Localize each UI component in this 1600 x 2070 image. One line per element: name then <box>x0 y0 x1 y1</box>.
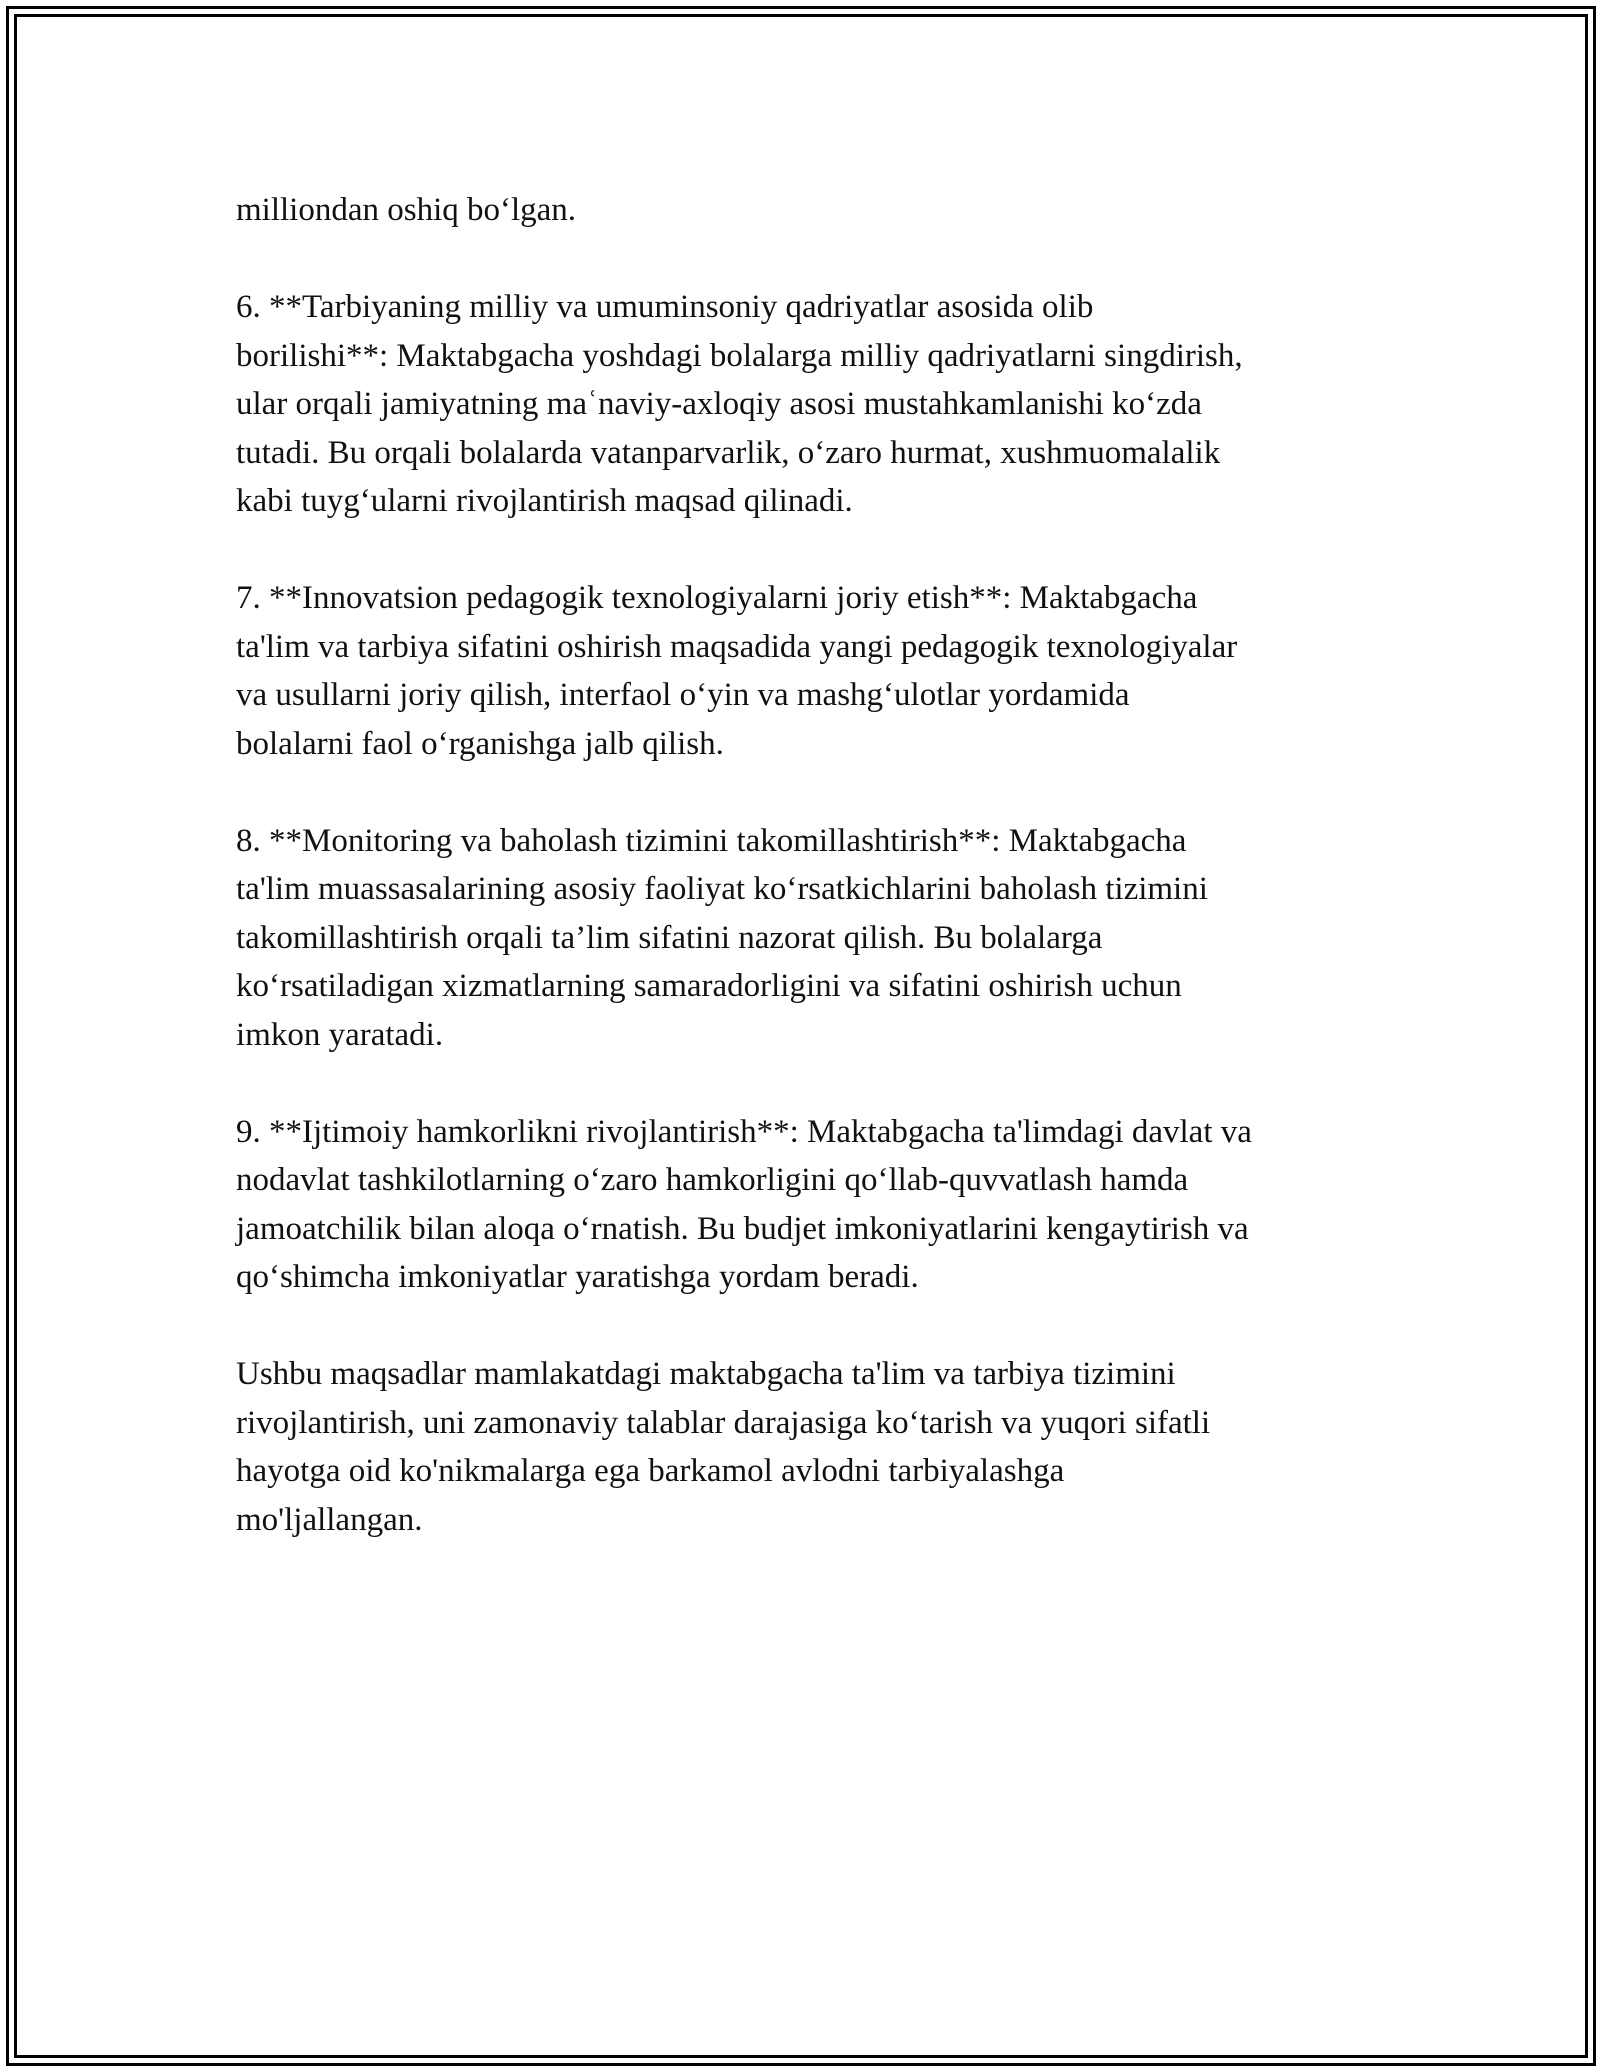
text-line: takomillashtirish orqali ta’lim sifatini nazorat qilish. Bu bolalarga <box>236 919 1103 956</box>
text-line: 9. **Ijtimoiy hamkorlikni rivojlantirish**: Maktabgacha ta'limdagi davlat va <box>236 1113 1252 1150</box>
text-line: nodavlat tashkilotlarning o‘zaro hamkorligini qo‘llab-quvvatlash hamda <box>236 1162 1189 1198</box>
paragraph-item-9 <box>236 1108 1376 1302</box>
text-line: borilishi**: Maktabgacha yoshdagi bolalarga milliy qadriyatlarni singdirish, <box>236 337 1243 374</box>
text-line: hayotga oid ko'nikmalarga ega barkamol avlodni tarbiyalashga <box>236 1453 1065 1489</box>
text-line: imkon yaratadi. <box>236 1016 444 1053</box>
text-line: 6. **Tarbiyaning milliy va umuminsoniy qadriyatlar asosida olib <box>236 289 1094 325</box>
document-body <box>236 186 1376 1593</box>
text-line: milliondan oshiq bo‘lgan. <box>236 192 577 228</box>
text-line: ko‘rsatiladigan xizmatlarning samaradorligini va sifatini oshirish uchun <box>236 968 1182 1004</box>
paragraph-continuation <box>236 186 1376 235</box>
text-line: qo‘shimcha imkoniyatlar yaratishga yordam beradi. <box>236 1259 919 1295</box>
text-line: 8. **Monitoring va baholash tizimini takomillashtirish**: Maktabgacha <box>236 822 1187 859</box>
text-line: rivojlantirish, uni zamonaviy talablar darajasiga ko‘tarish va yuqori sifatli <box>236 1404 1211 1441</box>
text-line: Ushbu maqsadlar mamlakatdagi maktabgacha ta'lim va tarbiya tizimini <box>236 1356 1176 1392</box>
paragraph-item-8 <box>236 817 1376 1060</box>
paragraph-item-7 <box>236 574 1376 768</box>
text-line: jamoatchilik bilan aloqa o‘rnatish. Bu budjet imkoniyatlarini kengaytirish va <box>236 1210 1249 1247</box>
text-line: bolalarni faol o‘rganishga jalb qilish. <box>236 725 724 762</box>
paragraph-item-6 <box>236 283 1376 526</box>
text-line: 7. **Innovatsion pedagogik texnologiyalarni joriy etish**: Maktabgacha <box>236 580 1198 616</box>
text-line: ular orqali jamiyatning maʿnaviy-axloqiy asosi mustahkamlanishi ko‘zda <box>236 386 1202 422</box>
paragraph-conclusion <box>236 1350 1376 1544</box>
text-line: ta'lim muassasalarining asosiy faoliyat ko‘rsatkichlarini baholash tizimini <box>236 871 1208 907</box>
text-line: ta'lim va tarbiya sifatini oshirish maqsadida yangi pedagogik texnologiyalar <box>236 628 1238 665</box>
text-line: tutadi. Bu orqali bolalarda vatanparvarlik, o‘zaro hurmat, xushmuomalalik <box>236 434 1221 471</box>
text-line: va usullarni joriy qilish, interfaol o‘yin va mashg‘ulotlar yordamida <box>236 677 1130 713</box>
text-line: mo'ljallangan. <box>236 1501 423 1538</box>
text-line: kabi tuyg‘ularni rivojlantirish maqsad qilinadi. <box>236 483 853 519</box>
